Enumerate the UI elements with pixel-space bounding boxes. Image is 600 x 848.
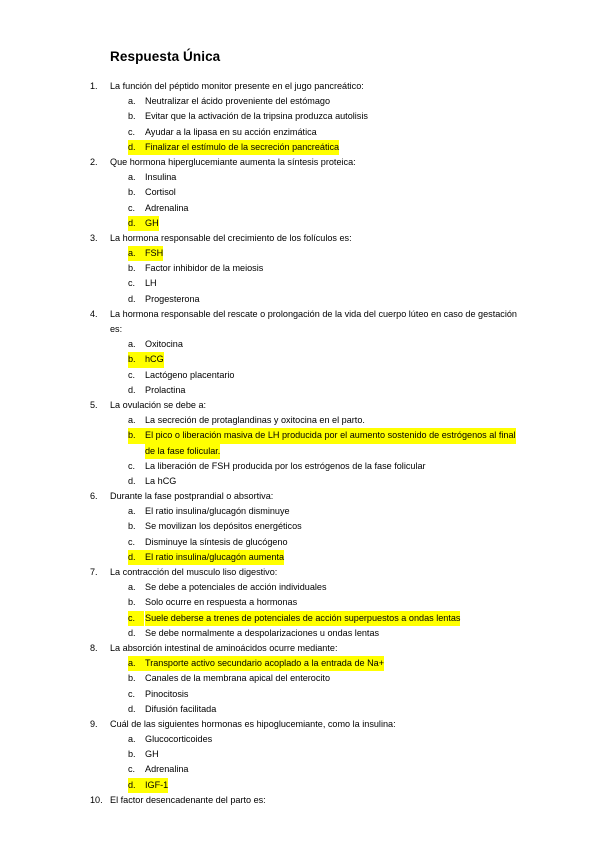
- option-text: Se movilizan los depósitos energéticos: [145, 521, 302, 532]
- option-text: Solo ocurre en respuesta a hormonas: [145, 597, 298, 608]
- answer-option-highlighted: [0, 140, 600, 155]
- option-text: Suele deberse a trenes de potenciales de acción superpuestos a ondas lentas: [145, 611, 460, 626]
- question-item: [0, 307, 600, 398]
- answer-option-highlighted: [0, 656, 600, 671]
- question-row: [0, 79, 600, 94]
- option-text: Neutralizar el ácido proveniente del estómago: [145, 96, 331, 107]
- answer-option: [0, 702, 600, 717]
- option-letter: c.: [128, 369, 136, 380]
- option-text: La liberación de FSH producida por los estrógenos de la fase folicular: [145, 460, 426, 471]
- option-text: Insulina: [145, 172, 177, 183]
- answer-option-highlighted: [0, 611, 600, 626]
- page-title: Respuesta Única: [110, 49, 221, 64]
- answer-option: [0, 276, 600, 291]
- option-text: GH: [145, 216, 159, 231]
- option-text: Prolactina: [145, 384, 186, 395]
- option-text-continued: de la fase folicular.: [145, 444, 220, 459]
- option-letter: d.: [128, 627, 136, 638]
- option-letter: c.: [128, 688, 136, 699]
- question-item: [0, 641, 600, 717]
- answer-option: [0, 292, 600, 307]
- option-text: Finalizar el estímulo de la secreción pancreática: [145, 140, 339, 155]
- question-row: [0, 155, 600, 170]
- option-letter: b.: [128, 597, 136, 608]
- answer-option: [0, 762, 600, 777]
- option-letter: a.: [128, 656, 145, 671]
- question-text: Durante la fase postprandial o absortiva:: [110, 491, 274, 502]
- answer-option: [0, 747, 600, 762]
- option-letter: b.: [128, 263, 136, 274]
- question-list: [0, 79, 600, 808]
- question-text: La función del péptido monitor presente en el jugo pancreático:: [110, 81, 364, 91]
- option-letter: b.: [128, 673, 136, 684]
- option-text: Se debe a potenciales de acción individuales: [145, 582, 327, 593]
- question-text-continued: es:: [110, 324, 123, 334]
- option-text: hCG: [145, 352, 164, 367]
- option-letter: a.: [128, 734, 136, 745]
- option-letter: b.: [128, 187, 136, 198]
- answer-option: [0, 504, 600, 519]
- question-item: [0, 489, 600, 565]
- question-text: El factor desencadenante del parto es:: [110, 794, 266, 805]
- option-text: Lactógeno placentario: [145, 369, 235, 380]
- option-letter: d.: [128, 216, 145, 231]
- answer-option: [0, 201, 600, 216]
- option-letter: d.: [128, 293, 136, 304]
- question-item: [0, 398, 600, 489]
- option-letter: a.: [128, 582, 136, 593]
- answer-option-highlighted: [0, 352, 600, 367]
- question-row: [0, 307, 600, 322]
- question-number: 9.: [90, 718, 98, 729]
- answer-option: [0, 595, 600, 610]
- answer-option: [0, 459, 600, 474]
- question-item: [0, 565, 600, 641]
- option-letter: b.: [128, 428, 145, 443]
- question-item: [0, 231, 600, 307]
- answer-option: [0, 261, 600, 276]
- question-number: 7.: [90, 567, 98, 577]
- option-text: El pico o liberación masiva de LH producida por el aumento sostenido de estrógenos al final: [145, 428, 516, 443]
- question-item: [0, 79, 600, 155]
- question-text: Que hormona hiperglucemiante aumenta la síntesis proteica:: [110, 156, 356, 167]
- option-text: Factor inhibidor de la meiosis: [145, 263, 264, 274]
- option-text: Ayudar a la lipasa en su acción enzimática: [145, 126, 317, 137]
- option-text: Pinocitosis: [145, 688, 189, 699]
- option-text: El ratio insulina/glucagón aumenta: [145, 550, 284, 565]
- answer-option: [0, 671, 600, 686]
- option-letter: c.: [128, 126, 136, 137]
- option-letter: b.: [128, 111, 136, 122]
- option-letter: a.: [128, 172, 136, 183]
- question-number: 2.: [90, 156, 98, 167]
- option-letter: c.: [128, 536, 136, 547]
- option-letter: d.: [128, 140, 145, 155]
- answer-option: [0, 413, 600, 428]
- option-letter: a.: [128, 506, 136, 517]
- option-letter: c.: [128, 460, 136, 471]
- question-text: La hormona responsable del crecimiento de los folículos es:: [110, 232, 352, 243]
- answer-option-continued: [0, 444, 600, 459]
- option-text: IGF-1: [145, 778, 168, 793]
- answer-option: [0, 170, 600, 185]
- question-row: [0, 793, 600, 808]
- answer-option-highlighted: [0, 216, 600, 231]
- option-letter: d.: [128, 550, 145, 565]
- question-row: [0, 398, 600, 413]
- option-letter: b.: [128, 352, 145, 367]
- question-text: La hormona responsable del rescate o prolongación de la vida del cuerpo lúteo en caso de gestación: [110, 308, 517, 319]
- option-text: Se debe normalmente a despolarizaciones u ondas lentas: [145, 627, 380, 638]
- option-text: LH: [145, 278, 157, 289]
- answer-option: [0, 383, 600, 398]
- answer-option: [0, 125, 600, 140]
- option-text: Transporte activo secundario acoplado a la entrada de Na+: [145, 656, 384, 671]
- answer-option-highlighted: [0, 246, 600, 261]
- question-row: [0, 565, 600, 580]
- answer-option: [0, 535, 600, 550]
- question-item: [0, 717, 600, 793]
- option-letter: d.: [128, 703, 136, 714]
- option-text: Canales de la membrana apical del enterocito: [145, 673, 331, 684]
- option-letter: d.: [128, 384, 136, 395]
- question-number: 5.: [90, 399, 98, 410]
- question-row: [0, 231, 600, 246]
- question-row: [0, 641, 600, 656]
- option-letter: b.: [128, 521, 136, 532]
- question-number: 3.: [90, 232, 98, 243]
- question-text: La absorción intestinal de aminoácidos ocurre mediante:: [110, 642, 338, 653]
- option-text: Glucocorticoides: [145, 734, 213, 745]
- option-text: Oxitocina: [145, 339, 183, 350]
- option-letter: c.: [128, 278, 136, 289]
- answer-option-highlighted: [0, 428, 600, 443]
- option-letter: d.: [128, 475, 136, 486]
- question-number: 10.: [90, 794, 103, 805]
- answer-option: [0, 337, 600, 352]
- question-number: 1.: [90, 81, 98, 91]
- answer-option: [0, 109, 600, 124]
- question-text: Cuál de las siguientes hormonas es hipoglucemiante, como la insulina:: [110, 718, 396, 729]
- option-text: Adrenalina: [145, 764, 189, 775]
- option-letter: d.: [128, 778, 145, 793]
- answer-option: [0, 732, 600, 747]
- option-text: Disminuye la síntesis de glucógeno: [145, 536, 288, 547]
- option-text: FSH: [145, 246, 163, 261]
- answer-option: [0, 626, 600, 641]
- answer-option: [0, 94, 600, 109]
- answer-option: [0, 687, 600, 702]
- answer-option-highlighted: [0, 778, 600, 793]
- option-text: El ratio insulina/glucagón disminuye: [145, 506, 290, 517]
- option-text: Evitar que la activación de la tripsina produzca autolisis: [145, 111, 368, 122]
- question-number: 8.: [90, 642, 98, 653]
- answer-option: [0, 474, 600, 489]
- option-text: La hCG: [145, 475, 177, 486]
- question-text: La contracción del musculo liso digestivo:: [110, 567, 278, 577]
- question-row: [0, 717, 600, 732]
- question-text: La ovulación se debe a:: [110, 399, 207, 410]
- option-letter: a.: [128, 339, 136, 350]
- option-text: Adrenalina: [145, 202, 189, 213]
- option-letter: b.: [128, 749, 136, 760]
- answer-option: [0, 368, 600, 383]
- option-text: Difusión facilitada: [145, 703, 217, 714]
- option-letter: c.: [128, 202, 136, 213]
- option-text: GH: [145, 749, 159, 760]
- option-text: La secreción de protaglandinas y oxitocina en el parto.: [145, 415, 365, 426]
- option-letter: c.: [128, 611, 144, 626]
- answer-option-highlighted: [0, 550, 600, 565]
- question-row-continued: [0, 322, 600, 337]
- answer-option: [0, 519, 600, 534]
- option-text: Cortisol: [145, 187, 176, 198]
- option-letter: a.: [128, 96, 136, 107]
- option-letter: c.: [128, 764, 136, 775]
- question-number: 6.: [90, 491, 98, 502]
- option-letter: a.: [128, 415, 136, 426]
- question-row: [0, 489, 600, 504]
- question-number: 4.: [90, 308, 98, 319]
- answer-option: [0, 580, 600, 595]
- option-letter: a.: [128, 246, 145, 261]
- question-item: [0, 793, 600, 808]
- question-item: [0, 155, 600, 231]
- option-text: Progesterona: [145, 293, 200, 304]
- answer-option: [0, 185, 600, 200]
